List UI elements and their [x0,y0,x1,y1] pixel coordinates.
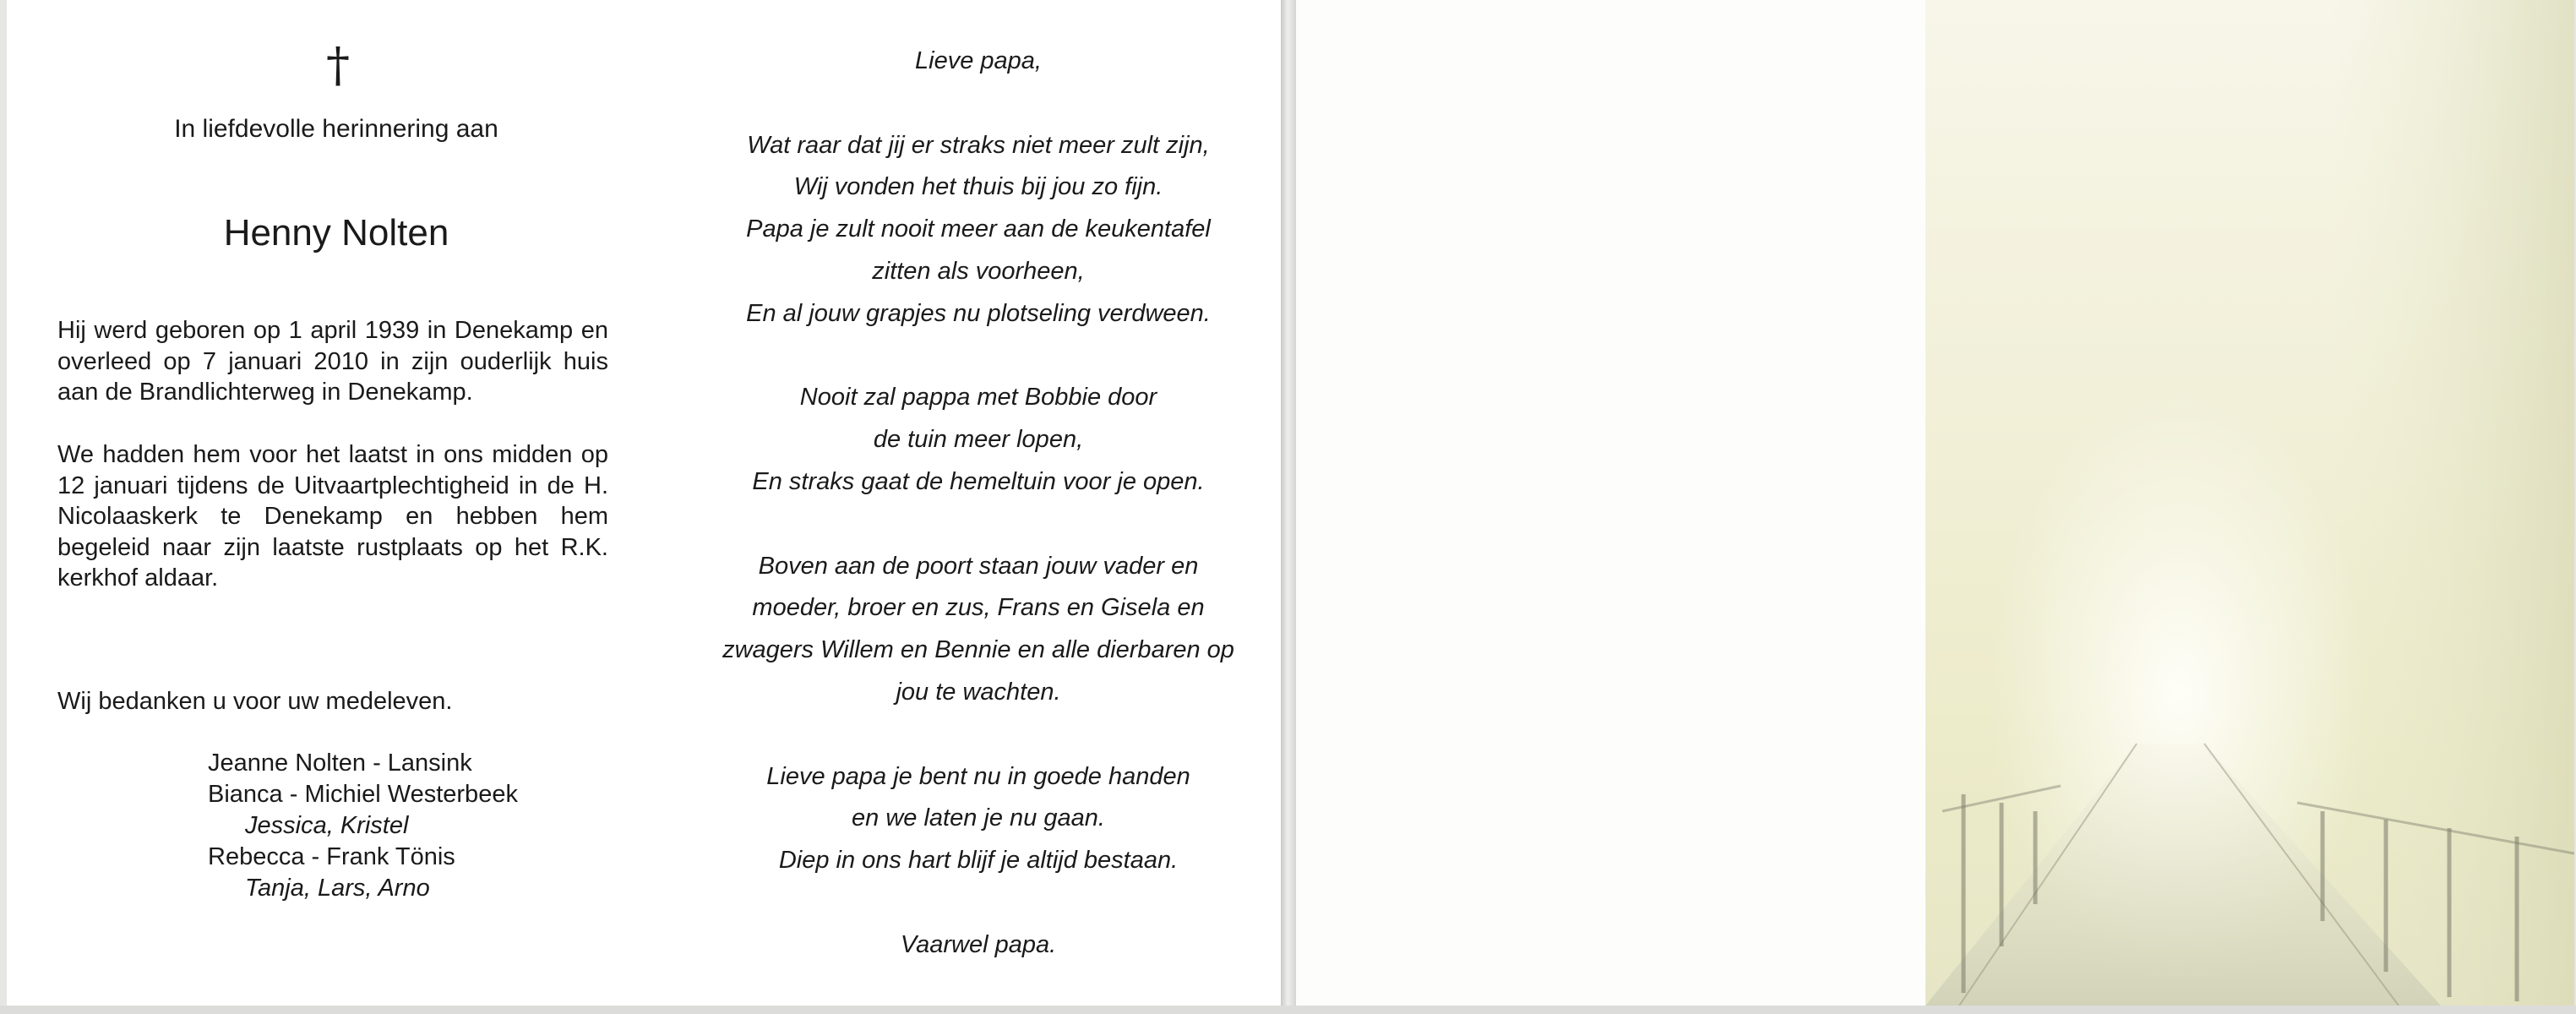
right-page [1296,0,2574,1006]
misty-boardwalk-photo [1925,0,2574,1006]
poem-stanza [683,125,1274,335]
poem-line: En straks gaat de hemeltuin voor je open. [752,467,1205,495]
family-children: Jessica, Kristel [245,812,409,839]
funeral-paragraph: We hadden hem voor het laatst in ons midden op 12 januari tijdens de Uitvaartplechtigheid in de H. Nicolaaskerk te Denekamp en hebben hem begeleid naar zijn laatste rustplaats op het R.K. kerkhof aldaar. [57,441,608,592]
poem-line: Nooit zal pappa met Bobbie door [799,384,1157,412]
poem-line: de tuin meer lopen, [873,426,1084,454]
memory-line: In liefdevolle herinnering aan [174,115,498,143]
family-member-name: Bianca - Michiel Westerbeek [208,781,518,808]
poem-greeting: Lieve papa, [915,47,1042,74]
card-fold [1281,0,1296,1006]
poem-line: Papa je zult nooit meer aan de keukentafel [746,215,1211,243]
family-list [208,748,518,904]
poem-line: Lieve papa je bent nu in goede handen [766,762,1190,790]
family-children: Tanja, Lars, Arno [245,875,430,902]
birth-death-paragraph: Hij werd geboren op 1 april 1939 in Denekamp en overleed op 7 januari 2010 in zijn ouderlijk huis aan de Brandlichterweg in Denekamp. [57,317,608,406]
poem-line: En al jouw grapjes nu plotseling verdween. [746,299,1211,327]
cross-symbol: † [326,38,350,93]
poem-line: zitten als voorheen, [872,257,1085,285]
poem-line: Diep in ons hart blijf je altijd bestaan. [778,847,1179,875]
family-member-name: Jeanne Nolten - Lansink [208,750,472,777]
poem-farewell: Vaarwel papa. [900,930,1057,958]
poem-stanza [683,377,1274,503]
poem-line: Wij vonden het thuis bij jou zo fijn. [793,173,1163,201]
family-member-name: Rebecca - Frank Tönis [208,843,455,870]
poem-stanza [683,546,1274,714]
poem-line: Wat raar dat jij er straks niet meer zult zijn, [747,131,1210,159]
left-page [7,0,1281,1006]
poem-line: zwagers Willem en Bennie en alle dierbaren op [722,636,1234,664]
poem-line: moeder, broer en zus, Frans en Gisela en [752,594,1205,622]
deceased-name: Henny Nolten [223,212,449,254]
boardwalk-illustration [1925,0,2574,1006]
poem-stanza [683,756,1274,882]
poem-line: en we laten je nu gaan. [852,804,1105,832]
poem-line: jou te wachten. [896,678,1061,706]
thanks-line: Wij bedanken u voor uw medeleven. [57,688,453,715]
poem-line: Boven aan de poort staan jouw vader en [758,552,1199,580]
poem [683,41,1274,967]
scan-edge [0,1006,2576,1014]
